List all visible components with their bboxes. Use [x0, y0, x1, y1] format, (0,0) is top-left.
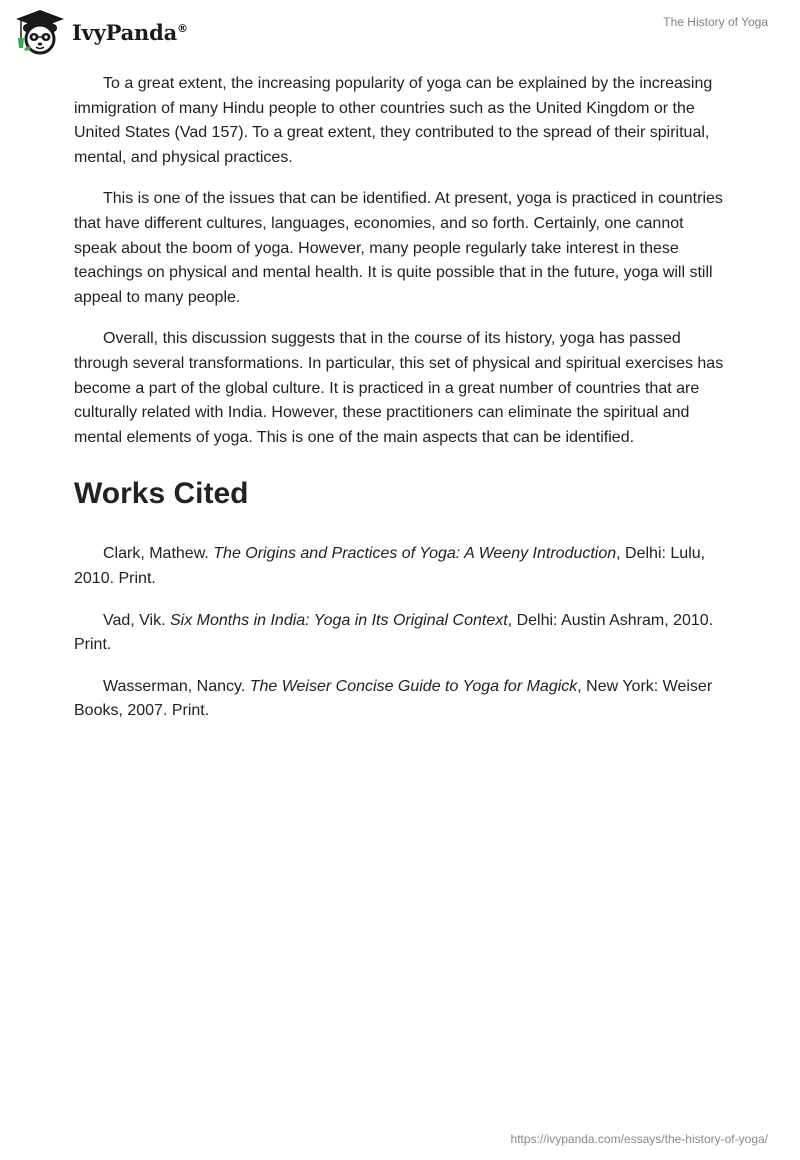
citation-author: Vad, Vik. [103, 611, 170, 629]
body-paragraph: To a great extent, the increasing popularity of yoga can be explained by the increasing immigration of many Hindu people to other countries such as the United Kingdom or the United States (Vad 157). To a great extent, they contributed to the spread of their spiritual, mental, and physical practices. [74, 75, 713, 166]
citation-publication: , Delhi: Lulu, 2010. Print. [74, 545, 706, 587]
body-paragraph: Overall, this discussion suggests that in the course of its history, yoga has passed through several transformations. In particular, this set of physical and spiritual exercises has become a part of the global culture. It is practiced in a great number of countries that are culturally related with India. However, these practitioners can eliminate the spiritual and mental elements of yoga. This is one of the main aspects that can be identified. [74, 330, 724, 446]
citation-author: Clark, Mathew. [103, 545, 214, 563]
citation-publication: , New York: Weiser Books, 2007. Print. [74, 677, 713, 720]
document-title: The History of Yoga [663, 15, 768, 29]
panda-graduate-icon [14, 8, 66, 56]
citation-title: The Weiser Concise Guide to Yoga for Magick [249, 677, 578, 695]
page-header [0, 0, 800, 64]
body-paragraph: This is one of the issues that can be identified. At present, yoga is practiced in countries that have different cultures, languages, economies, and so forth. Certainly, one cannot speak about the boom of yoga. However, many people regularly take interest in these teachings on physical and mental health. It is quite possible that in the future, yoga will still appeal to many people. [74, 190, 723, 306]
citation-title: Six Months in India: Yoga in Its Original Context [170, 611, 508, 629]
citation-title: The Origins and Practices of Yoga: A Weeny Introduction [213, 545, 617, 563]
registered-mark: ® [177, 21, 188, 35]
works-cited-heading: Works Cited [74, 477, 249, 511]
source-url[interactable]: https://ivypanda.com/essays/the-history-of-yoga/ [510, 1132, 768, 1146]
citation-entry [74, 609, 724, 658]
citation-entry [74, 675, 724, 724]
citation-entry [74, 542, 724, 591]
citation-author: Wasserman, Nancy. [103, 677, 250, 695]
ivypanda-logo[interactable] [14, 8, 188, 56]
logo-wordmark: IvyPanda® [72, 19, 188, 45]
essay-content [74, 72, 724, 741]
citation-publication: , Delhi: Austin Ashram, 2010. Print. [74, 611, 714, 654]
